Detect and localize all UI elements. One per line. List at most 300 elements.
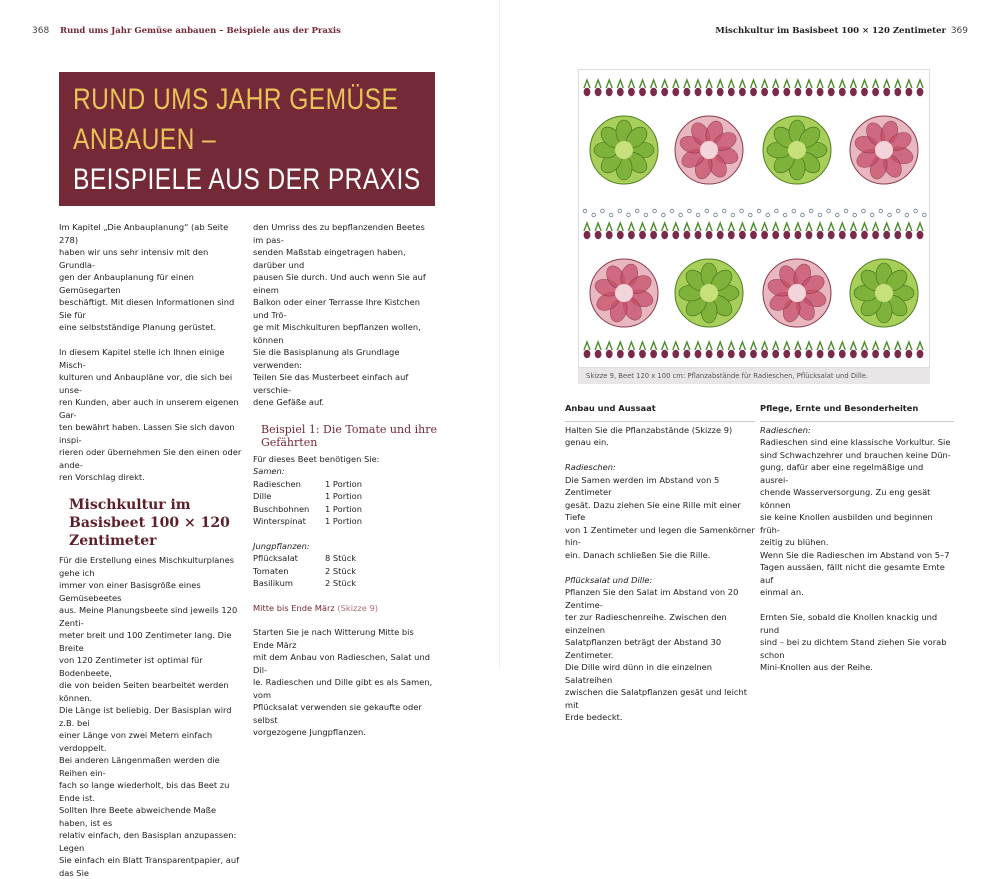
radish-leaf bbox=[595, 223, 601, 231]
radish-bulb bbox=[850, 231, 857, 239]
radish-leaf bbox=[728, 223, 734, 231]
radish-bulb bbox=[717, 88, 724, 96]
radish-bulb bbox=[806, 88, 813, 96]
radish-leaf bbox=[862, 80, 868, 88]
radish-leaf bbox=[595, 342, 601, 350]
text-line: zwischen die Salatpflanzen gesät und leicht mit bbox=[565, 687, 747, 710]
radish-bulb bbox=[584, 350, 591, 358]
radish-leaf bbox=[817, 80, 823, 88]
dill-seedling bbox=[609, 213, 613, 217]
text-line: sie keine Knollen ausbilden und beginnen früh- bbox=[760, 512, 933, 535]
seed-qty: 1 Portion bbox=[325, 478, 363, 489]
radish-leaf bbox=[584, 342, 590, 350]
radish-leaf bbox=[784, 80, 790, 88]
radish-bulb bbox=[894, 88, 901, 96]
dill-seedling bbox=[688, 209, 692, 213]
radish-bulb bbox=[806, 231, 813, 239]
radish-leaf bbox=[751, 223, 757, 231]
radish-bulb bbox=[628, 231, 635, 239]
radish-leaf bbox=[828, 342, 834, 350]
radish-bulb bbox=[872, 88, 879, 96]
radish-bulb bbox=[894, 350, 901, 358]
radish-leaf bbox=[862, 223, 868, 231]
radish-leaf bbox=[717, 342, 723, 350]
radish-leaf bbox=[739, 80, 745, 88]
dill-seedling bbox=[844, 209, 848, 213]
radish-leaf bbox=[628, 80, 634, 88]
radish-bulb bbox=[861, 88, 868, 96]
running-head-left: Rund ums Jahr Gemüse anbauen – Beispiele aus der Praxis bbox=[60, 26, 341, 36]
left-page bbox=[0, 0, 500, 878]
chapter-title-box bbox=[59, 72, 435, 206]
lettuce-heart bbox=[875, 284, 893, 302]
radish-leaf bbox=[850, 342, 856, 350]
radish-bulb bbox=[695, 231, 702, 239]
radish-bulb bbox=[917, 231, 924, 239]
radish-bulb bbox=[894, 231, 901, 239]
text-line: Radieschen sind eine klassische Vorkultur. Sie bbox=[760, 437, 951, 447]
radish-bulb bbox=[772, 88, 779, 96]
dill-seedling bbox=[731, 213, 735, 217]
radish-paragraph bbox=[565, 474, 755, 562]
text-line: sind Schwachzehrer und brauchen keine Dün- bbox=[760, 449, 951, 460]
radish-leaf bbox=[684, 342, 690, 350]
radish-bulb bbox=[883, 350, 890, 358]
care-paragraph-3 bbox=[760, 611, 954, 674]
text-line: Wenn Sie die Radieschen im Abstand von 5–7 bbox=[760, 549, 950, 560]
chapter-title-line-1: RUND UMS JAHR GEMÜSE bbox=[73, 83, 399, 116]
plant-qty: 2 Stück bbox=[325, 578, 357, 588]
radish-leaf bbox=[706, 80, 712, 88]
text-line: Ernten Sie, sobald die Knollen knackig und rund bbox=[760, 612, 938, 635]
radish-leaf bbox=[906, 342, 912, 350]
radish-bulb bbox=[817, 350, 824, 358]
radish-leaf bbox=[617, 80, 623, 88]
text-line: Sie die Basisplanung als Grundlage verwenden: bbox=[253, 347, 400, 370]
text-line: Pflanzen Sie den Salat im Abstand von 20 Zentime- bbox=[565, 587, 739, 610]
radish-leaf bbox=[651, 80, 657, 88]
text-line: Teilen Sie das Musterbeet einfach auf verschie- bbox=[253, 372, 409, 395]
dill-seedling bbox=[836, 213, 840, 217]
text-line: aus. Meine Planungsbeete sind jeweils 120 Zenti- bbox=[59, 605, 238, 628]
radish-bulb bbox=[728, 231, 735, 239]
plant-name: Pflücksalat bbox=[253, 553, 298, 563]
dill-seedling bbox=[601, 209, 605, 213]
dill-seedling bbox=[853, 213, 857, 217]
text-line: chende Wasserversorgung. Zu eng gesät können bbox=[760, 487, 931, 510]
radish-bulb bbox=[595, 231, 602, 239]
radish-leaf bbox=[717, 80, 723, 88]
page-number-right: 369 bbox=[950, 26, 968, 36]
radish-bulb bbox=[639, 350, 646, 358]
care-paragraph-2 bbox=[760, 549, 954, 599]
radish-leaf bbox=[817, 342, 823, 350]
radish-leaf bbox=[606, 342, 612, 350]
seed-name: Radieschen bbox=[253, 478, 301, 489]
care-heading: Pflege, Ernte und Besonderheiten bbox=[760, 403, 919, 413]
radish-bulb bbox=[839, 88, 846, 96]
text-line: Für die Erstellung eines Mischkulturplanes gehe ich bbox=[59, 555, 235, 578]
seed-qty: 1 Portion bbox=[325, 491, 363, 501]
radish-bulb bbox=[739, 88, 746, 96]
radish-bulb bbox=[650, 350, 657, 358]
radish-leaf bbox=[884, 342, 890, 350]
timing-heading-text: Mitte bis Ende März bbox=[253, 602, 335, 613]
radish-leaf bbox=[751, 342, 757, 350]
radish-bulb bbox=[717, 350, 724, 358]
example-heading bbox=[261, 423, 437, 449]
care-paragraph-1 bbox=[760, 436, 954, 549]
radish-leaf bbox=[873, 342, 879, 350]
dill-seedling bbox=[696, 213, 700, 217]
radish-bulb bbox=[861, 350, 868, 358]
seeds-table bbox=[253, 478, 437, 528]
radish-bulb bbox=[617, 350, 624, 358]
dill-seedling bbox=[662, 213, 666, 217]
text-line: fach so lange wiederholt, bis das Beet zu Ende ist. bbox=[59, 780, 230, 803]
text-line: haben wir uns sehr intensiv mit den Grundla- bbox=[59, 247, 209, 270]
red-lettuce-heart bbox=[700, 141, 718, 159]
dill-seedling bbox=[923, 213, 927, 217]
heading-rule bbox=[565, 421, 755, 422]
lettuce-heart bbox=[700, 284, 718, 302]
dill-seedling bbox=[714, 213, 718, 217]
text-line: Sie einfach ein Blatt Transparentpapier, auf das Sie bbox=[59, 855, 240, 878]
radish-leaf bbox=[828, 223, 834, 231]
radish-leaf bbox=[895, 342, 901, 350]
radish-bulb bbox=[861, 231, 868, 239]
radish-leaf bbox=[739, 342, 745, 350]
radish-bulb bbox=[817, 231, 824, 239]
radish-leaf bbox=[651, 342, 657, 350]
lettuce-heart bbox=[788, 141, 806, 159]
heading-line: Basisbeet 100 × 120 bbox=[69, 515, 230, 531]
dill-seedling bbox=[914, 209, 918, 213]
radish-leaf bbox=[584, 223, 590, 231]
heading-line: Mischkultur im bbox=[69, 497, 191, 513]
page-number-left: 368 bbox=[32, 26, 50, 36]
text-line: sind – bei zu dichtem Stand ziehen Sie vorab schon bbox=[760, 637, 947, 660]
text-line: ren Kunden, aber auch in unserem eigenen Gar- bbox=[59, 397, 239, 420]
text-line: Balkon oder einer Terrasse Ihre Kistchen und Trö- bbox=[253, 297, 420, 320]
text-line: ten bewährt haben. Lassen Sie sich davon inspi- bbox=[59, 422, 235, 445]
text-line: beschäftigt. Mit diesen Informationen sind Sie für bbox=[59, 297, 235, 320]
radish-bulb bbox=[761, 231, 768, 239]
running-head-right: Mischkultur im Basisbeet 100 × 120 Zentimeter bbox=[715, 26, 946, 36]
right-page bbox=[500, 0, 1000, 722]
text-line: einer Länge von zwei Metern einfach verdoppelt. bbox=[59, 730, 213, 753]
radish-leaf bbox=[751, 80, 757, 88]
radish-bulb bbox=[739, 350, 746, 358]
red-lettuce-heart bbox=[615, 284, 633, 302]
dill-seedling bbox=[740, 209, 744, 213]
radish-leaf bbox=[806, 80, 812, 88]
radish-bulb bbox=[839, 231, 846, 239]
radish-bulb bbox=[706, 88, 713, 96]
seeds-label: Samen: bbox=[253, 466, 285, 476]
radish-bulb bbox=[817, 88, 824, 96]
radish-bulb bbox=[883, 88, 890, 96]
dill-seedling bbox=[766, 213, 770, 217]
text-line: die von beiden Seiten bearbeitet werden können. bbox=[59, 680, 229, 703]
dill-seedling bbox=[783, 213, 787, 217]
radish-leaf bbox=[640, 80, 646, 88]
radish-leaf bbox=[739, 223, 745, 231]
dill-seedling bbox=[670, 209, 674, 213]
radish-leaf bbox=[606, 80, 612, 88]
radish-leaf bbox=[695, 80, 701, 88]
radish-label: Radieschen: bbox=[565, 462, 616, 472]
continuation-paragraph bbox=[253, 221, 437, 409]
lettuce-heart bbox=[615, 141, 633, 159]
dill-seedling bbox=[862, 209, 866, 213]
radish-leaf bbox=[695, 223, 701, 231]
radish-bulb bbox=[672, 350, 679, 358]
radish-bulb bbox=[661, 350, 668, 358]
radish-leaf bbox=[850, 223, 856, 231]
radish-bulb bbox=[695, 88, 702, 96]
radish-bulb bbox=[772, 350, 779, 358]
radish-bulb bbox=[750, 88, 757, 96]
heading-rule bbox=[760, 421, 954, 422]
radish-bulb bbox=[684, 350, 691, 358]
radish-bulb bbox=[584, 88, 591, 96]
radish-bulb bbox=[750, 231, 757, 239]
radish-bulb bbox=[684, 88, 691, 96]
radish-leaf bbox=[895, 223, 901, 231]
radish-bulb bbox=[872, 231, 879, 239]
radish-bulb bbox=[883, 231, 890, 239]
radish-bulb bbox=[906, 231, 913, 239]
left-column-1 bbox=[59, 221, 243, 879]
chapter-title-line-2: ANBAUEN – bbox=[73, 123, 217, 156]
radish-bulb bbox=[906, 88, 913, 96]
plant-qty: 2 Stück bbox=[325, 565, 357, 576]
radish-leaf bbox=[795, 342, 801, 350]
radish-leaf bbox=[617, 223, 623, 231]
dill-seedling bbox=[592, 213, 596, 217]
radish-bulb bbox=[828, 231, 835, 239]
radish-bulb bbox=[606, 88, 613, 96]
radish-bulb bbox=[783, 88, 790, 96]
text-line: Mini-Knollen aus der Reihe. bbox=[760, 662, 873, 672]
text-line: dene Gefäße auf. bbox=[253, 397, 325, 407]
text-line: vorgezogene Jungpflanzen. bbox=[253, 727, 366, 737]
radish-bulb bbox=[917, 350, 924, 358]
radish-bulb bbox=[750, 350, 757, 358]
radish-leaf bbox=[673, 342, 679, 350]
radish-leaf bbox=[762, 223, 768, 231]
seed-qty: 1 Portion bbox=[325, 503, 363, 514]
radish-bulb bbox=[850, 88, 857, 96]
plant-name: Tomaten bbox=[253, 565, 289, 576]
radish-bulb bbox=[661, 88, 668, 96]
seed-name: Winterspinat bbox=[253, 516, 306, 526]
text-line: kulturen und Anbaupläne vor, die sich bei unse- bbox=[59, 372, 233, 395]
radish-bulb bbox=[661, 231, 668, 239]
radish-leaf bbox=[606, 223, 612, 231]
radish-bulb bbox=[783, 231, 790, 239]
radish-leaf bbox=[706, 342, 712, 350]
dill-seedling bbox=[896, 209, 900, 213]
radish-leaf bbox=[839, 80, 845, 88]
radish-leaf bbox=[651, 223, 657, 231]
radish-leaf bbox=[917, 223, 923, 231]
red-lettuce-heart bbox=[875, 141, 893, 159]
plant-qty: 8 Stück bbox=[325, 553, 357, 563]
radish-bulb bbox=[628, 88, 635, 96]
dill-seedling bbox=[627, 213, 631, 217]
figure-caption: Skizze 9, Beet 120 x 100 cm: Pflanzabstände für Radieschen, Pflücksalat und Dille. bbox=[578, 368, 930, 384]
plants-label: Jungpflanzen: bbox=[253, 540, 310, 551]
radish-bulb bbox=[806, 350, 813, 358]
right-column-a bbox=[565, 402, 755, 724]
text-line: Bei anderen Längenmaßen werden die Reihen ein- bbox=[59, 755, 220, 778]
radish-leaf bbox=[673, 80, 679, 88]
text-line: senden Maßstab eingetragen haben, darüber und bbox=[253, 247, 406, 270]
text-line: gung, dafür aber eine regelmäßige und ausrei- bbox=[760, 462, 924, 485]
radish-leaf bbox=[806, 342, 812, 350]
dill-seedling bbox=[635, 209, 639, 213]
timing-ref: (Skizze 9) bbox=[337, 602, 378, 613]
planting-intro: Halten Sie die Pflanzabstände (Skizze 9) genau ein. bbox=[565, 424, 733, 447]
radish-bulb bbox=[672, 231, 679, 239]
radish-bulb bbox=[628, 350, 635, 358]
radish-leaf bbox=[773, 342, 779, 350]
radish-bulb bbox=[761, 350, 768, 358]
radish-bulb bbox=[606, 350, 613, 358]
radish-leaf bbox=[839, 342, 845, 350]
radish-bulb bbox=[728, 88, 735, 96]
dill-seedling bbox=[749, 213, 753, 217]
radish-bulb bbox=[772, 231, 779, 239]
radish-leaf bbox=[640, 342, 646, 350]
radish-leaf bbox=[728, 342, 734, 350]
dill-seedling bbox=[879, 209, 883, 213]
text-line: Starten Sie je nach Witterung Mitte bis Ende März bbox=[253, 627, 414, 650]
text-line: meter breit und 100 Zentimeter lang. Die Breite bbox=[59, 630, 232, 653]
dill-seedling bbox=[679, 213, 683, 217]
radish-bulb bbox=[650, 231, 657, 239]
radish-leaf bbox=[717, 223, 723, 231]
planting-heading: Anbau und Aussaat bbox=[565, 403, 656, 413]
radish-leaf bbox=[873, 223, 879, 231]
bed-sketch-svg bbox=[579, 70, 931, 369]
text-line: In diesem Kapitel stelle ich Ihnen einige Misch- bbox=[59, 347, 225, 370]
radish-leaf bbox=[862, 342, 868, 350]
dill-seedling bbox=[870, 213, 874, 217]
radish-bulb bbox=[650, 88, 657, 96]
radish-leaf bbox=[662, 223, 668, 231]
heading-line: Zentimeter bbox=[69, 533, 157, 549]
text-line: immer von einer Basisgröße eines Gemüsebeetes bbox=[59, 580, 201, 603]
radish-bulb bbox=[850, 350, 857, 358]
dill-seedling bbox=[757, 209, 761, 213]
dill-seedling bbox=[827, 209, 831, 213]
text-line: mit dem Anbau von Radieschen, Salat und Dil- bbox=[253, 652, 430, 675]
radish-bulb bbox=[828, 350, 835, 358]
radish-leaf bbox=[706, 223, 712, 231]
radish-bulb bbox=[706, 350, 713, 358]
radish-bulb bbox=[684, 231, 691, 239]
radish-leaf bbox=[795, 223, 801, 231]
radish-leaf bbox=[695, 342, 701, 350]
text-line: eine selbstständige Planung gerüstet. bbox=[59, 322, 217, 332]
radish-bulb bbox=[595, 88, 602, 96]
left-column-2 bbox=[253, 221, 437, 739]
text-line: den Umriss des zu bepflanzenden Beetes im pas- bbox=[253, 222, 425, 245]
radish-leaf bbox=[784, 223, 790, 231]
plants-table bbox=[253, 552, 437, 590]
dill-seedling bbox=[888, 213, 892, 217]
radish-bulb bbox=[728, 350, 735, 358]
section-heading bbox=[69, 496, 243, 550]
radish-leaf bbox=[817, 223, 823, 231]
seed-name: Dille bbox=[253, 491, 272, 501]
dill-seedling bbox=[905, 213, 909, 217]
radish-leaf bbox=[839, 223, 845, 231]
radish-leaf bbox=[662, 80, 668, 88]
text-line: Die Dille wird dünn in die einzelnen Salatreihen bbox=[565, 662, 712, 685]
red-lettuce-heart bbox=[788, 284, 806, 302]
text-line: zeitig zu blühen. bbox=[760, 537, 829, 547]
text-line: einmal an. bbox=[760, 587, 804, 597]
radish-bulb bbox=[906, 350, 913, 358]
radish-leaf bbox=[773, 80, 779, 88]
radish-bulb bbox=[917, 88, 924, 96]
text-line: gesät. Dazu ziehen Sie eine Rille mit einer Tiefe bbox=[565, 499, 741, 522]
radish-bulb bbox=[795, 88, 802, 96]
radish-leaf bbox=[784, 342, 790, 350]
radish-bulb bbox=[717, 231, 724, 239]
dill-seedling bbox=[722, 209, 726, 213]
dill-seedling bbox=[818, 213, 822, 217]
radish-leaf bbox=[906, 223, 912, 231]
radish-leaf bbox=[617, 342, 623, 350]
radish-leaf bbox=[684, 80, 690, 88]
radish-leaf bbox=[673, 223, 679, 231]
text-line: Im Kapitel „Die Anbauplanung“ (ab Seite 278) bbox=[59, 222, 229, 245]
radish-leaf bbox=[762, 342, 768, 350]
radish-leaf bbox=[873, 80, 879, 88]
dill-seedling bbox=[792, 209, 796, 213]
intro-paragraph-2 bbox=[59, 346, 243, 484]
radish-bulb bbox=[584, 231, 591, 239]
text-line: Tagen aussäen, fällt nicht die gesamte Ernte auf bbox=[760, 562, 945, 585]
text-line: rieren oder übernehmen Sie den einen oder ande- bbox=[59, 447, 242, 470]
radish-bulb bbox=[706, 231, 713, 239]
heading-line: Beispiel 1: Die Tomate und ihre bbox=[261, 422, 437, 436]
dill-seedling bbox=[583, 209, 587, 213]
care-radish-label: Radieschen: bbox=[760, 424, 811, 435]
radish-leaf bbox=[728, 80, 734, 88]
radish-leaf bbox=[895, 80, 901, 88]
needs-label: Für dieses Beet benötigen Sie: bbox=[253, 453, 380, 464]
dill-seedling bbox=[653, 209, 657, 213]
text-line: gen der Anbauplanung für einen Gemüsegarten bbox=[59, 272, 194, 295]
radish-leaf bbox=[884, 223, 890, 231]
seed-qty: 1 Portion bbox=[325, 516, 363, 526]
text-line: von 1 Zentimeter und legen die Samenkörner hin- bbox=[565, 524, 755, 547]
text-line: Die Samen werden im Abstand von 5 Zentimeter bbox=[565, 474, 720, 497]
text-line: pausen Sie durch. Und auch wenn Sie auf einem bbox=[253, 272, 426, 295]
radish-bulb bbox=[639, 231, 646, 239]
radish-bulb bbox=[606, 231, 613, 239]
radish-bulb bbox=[828, 88, 835, 96]
text-line: ren Vorschlag direkt. bbox=[59, 472, 145, 482]
text-line: Die Länge ist beliebig. Der Basisplan wird z.B. bei bbox=[59, 705, 232, 728]
text-line: ein. Danach schließen Sie die Rille. bbox=[565, 549, 711, 560]
